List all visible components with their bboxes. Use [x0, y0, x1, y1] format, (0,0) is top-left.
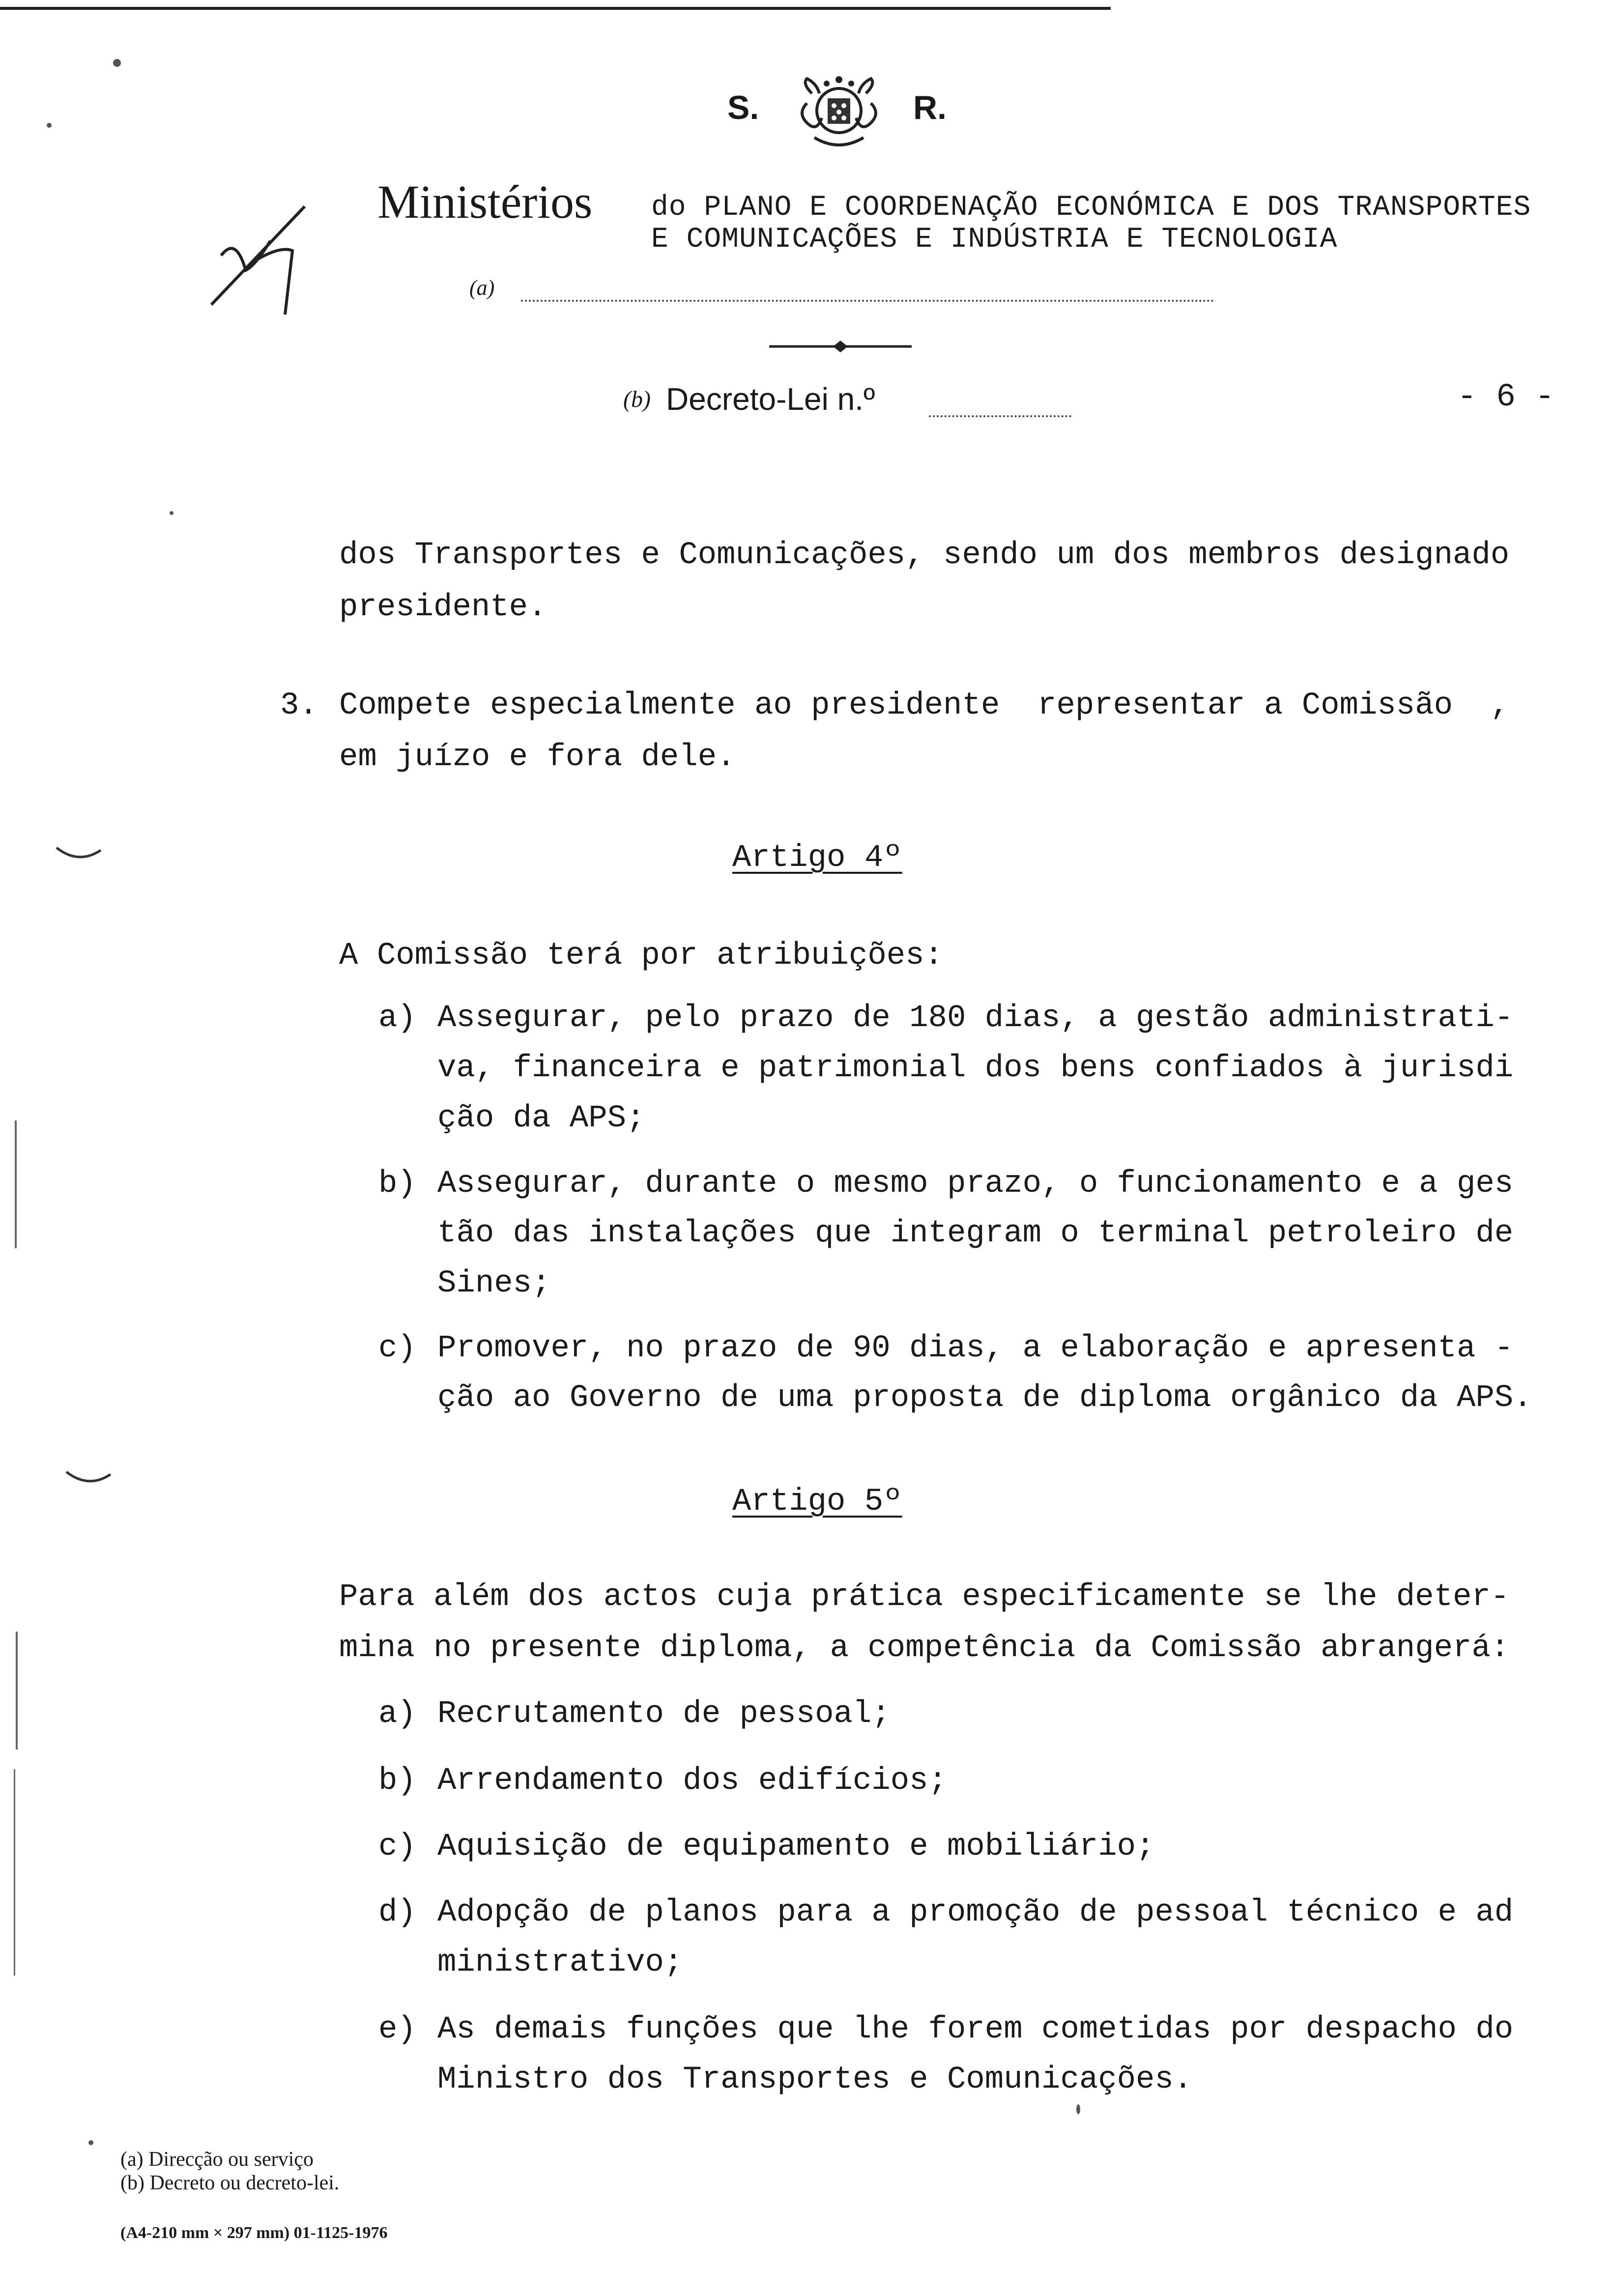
p1-line1: dos Transportes e Comunicações, sendo um dos membros designado	[339, 538, 1510, 573]
article4-b-line3: Sines;	[437, 1266, 551, 1301]
scan-speck	[47, 123, 52, 128]
scan-speck	[113, 59, 121, 67]
top-rule	[0, 7, 1111, 10]
article4-intro: A Comissão terá por atribuições:	[339, 938, 943, 974]
fill-line-a	[521, 295, 1214, 302]
margin-punch-mark	[54, 845, 103, 865]
scan-speck	[170, 511, 173, 515]
scan-speck	[88, 2140, 93, 2145]
article5-heading: Artigo 5º	[732, 1484, 902, 1520]
decree-label: Decreto-Lei n.º	[666, 381, 875, 417]
label-b: (b)	[623, 386, 651, 412]
coat-of-arms-emblem	[792, 74, 886, 152]
article5-e-line2: Ministro dos Transportes e Comunicações.	[437, 2062, 1193, 2097]
footnote-b: (b) Decreto ou decreto-lei.	[120, 2172, 340, 2194]
ministry-line1: do PLANO E COORDENAÇÃO ECONÓMICA E DOS TRANSPORTES	[651, 192, 1531, 224]
scan-edge-mark	[14, 1769, 15, 1976]
p1-line2: presidente.	[339, 590, 547, 625]
article4-b-line1: Assegurar, durante o mesmo prazo, o funcionamento e a ges	[437, 1166, 1514, 1202]
article4-a-label: a)	[378, 1001, 416, 1036]
header-s: S.	[727, 89, 759, 126]
article4-c-line2: ção ao Governo de uma proposta de diploma orgânico da APS.	[437, 1380, 1532, 1416]
article4-c-label: c)	[378, 1331, 416, 1366]
footnote-a: (a) Direcção ou serviço	[120, 2148, 314, 2171]
article4-c-line1: Promover, no prazo de 90 dias, a elaboração e apresenta -	[437, 1331, 1514, 1366]
handwritten-initial	[206, 197, 315, 319]
article5-b: Arrendamento dos edifícios;	[437, 1763, 947, 1799]
article4-a-line2: va, financeira e patrimonial dos bens confiados à jurisdi	[437, 1051, 1514, 1086]
article5-e-label: e)	[378, 2012, 416, 2047]
article5-c: Aquisição de equipamento e mobiliário;	[437, 1829, 1155, 1865]
article5-intro-line1: Para além dos actos cuja prática especificamente se lhe deter-	[339, 1579, 1510, 1615]
scan-speck	[1076, 2104, 1080, 2114]
scan-edge-mark	[16, 1632, 18, 1750]
margin-punch-mark	[64, 1469, 113, 1489]
divider-ornament	[769, 339, 912, 354]
article5-e-line1: As demais funções que lhe forem cometidas por despacho do	[437, 2012, 1514, 2047]
ministry-word: Ministérios	[377, 175, 593, 228]
article5-a: Recrutamento de pessoal;	[437, 1696, 891, 1732]
form-code: (A4-210 mm × 297 mm) 01-1125-1976	[120, 2224, 388, 2242]
item3-line2: em juízo e fora dele.	[339, 740, 736, 775]
page-number: - 6 -	[1457, 378, 1555, 415]
item3-number: 3.	[280, 688, 318, 723]
article5-intro-line2: mina no presente diploma, a competência da Comissão abrangerá:	[339, 1631, 1510, 1666]
article4-a-line1: Assegurar, pelo prazo de 180 dias, a gestão administrati-	[437, 1001, 1514, 1036]
article5-b-label: b)	[378, 1763, 416, 1799]
article5-c-label: c)	[378, 1829, 416, 1865]
article5-d-label: d)	[378, 1895, 416, 1930]
fill-line-b	[929, 410, 1071, 417]
scan-edge-mark	[15, 1120, 17, 1248]
header-r: R.	[913, 89, 947, 126]
article5-d-line2: ministrativo;	[437, 1945, 683, 1980]
ministry-line2: E COMUNICAÇÕES E INDÚSTRIA E TECNOLOGIA	[651, 224, 1338, 256]
article5-d-line1: Adopção de planos para a promoção de pessoal técnico e ad	[437, 1895, 1514, 1930]
item3-line1: Compete especialmente ao presidente representar a Comissão ,	[339, 688, 1510, 723]
article4-a-line3: ção da APS;	[437, 1101, 645, 1136]
article4-heading: Artigo 4º	[732, 840, 902, 876]
article5-a-label: a)	[378, 1696, 416, 1732]
label-a: (a)	[469, 276, 495, 300]
article4-b-label: b)	[378, 1166, 416, 1202]
article4-b-line2: tão das instalações que integram o terminal petroleiro de	[437, 1216, 1514, 1251]
